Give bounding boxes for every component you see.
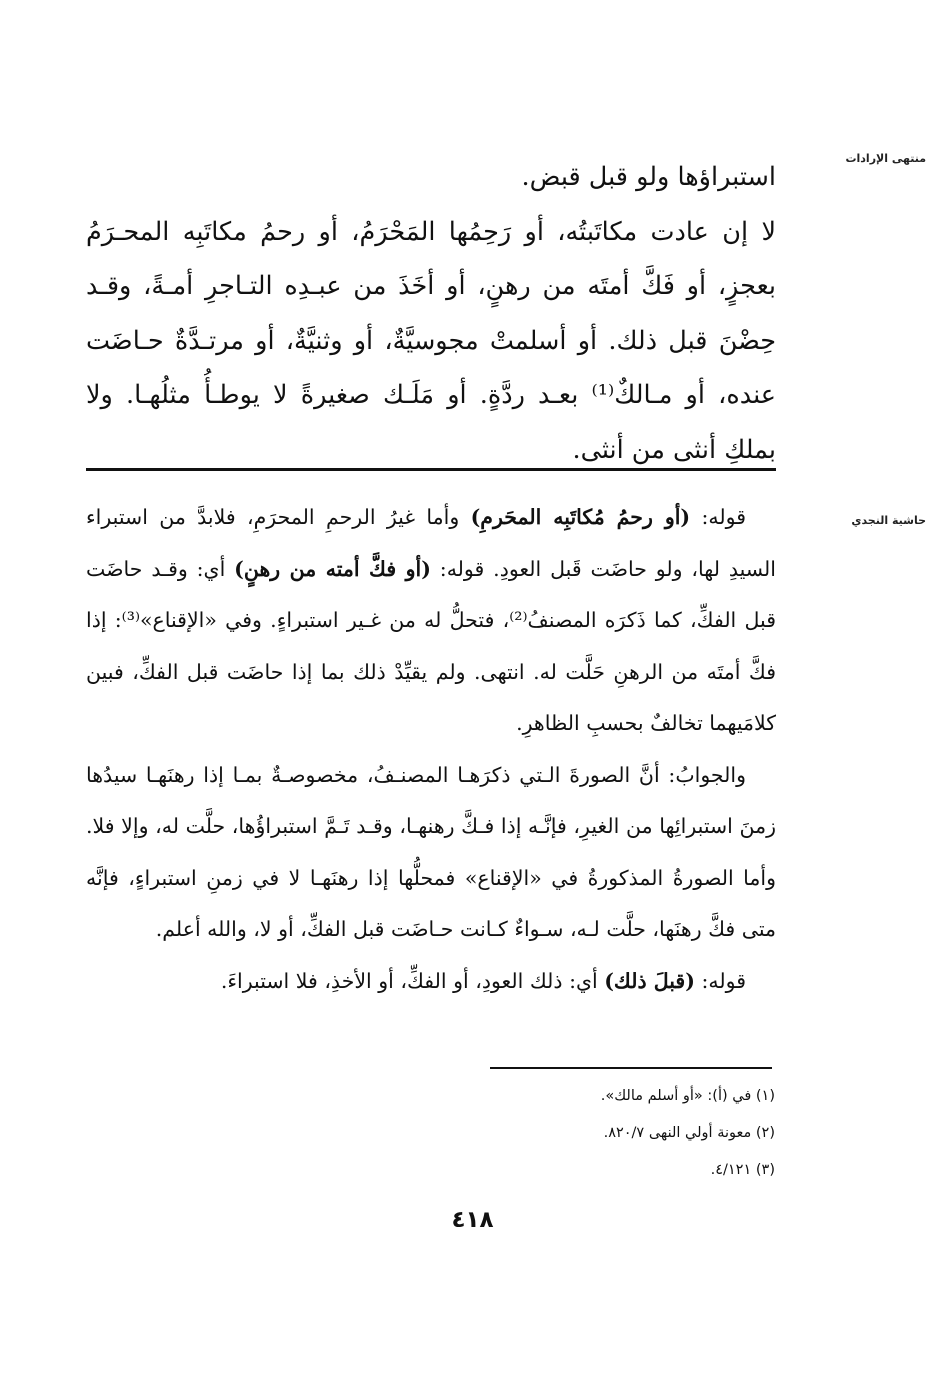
page-number: ٤١٨ xyxy=(451,1207,494,1233)
main-text-line: بملكِ أنثى من أنثى. xyxy=(572,434,776,465)
main-text-line: عنده، أو مـالكٌ⁽¹⁾ بعـد ردَّةٍ. أو مَلَـك صغيرةً لا يوطـأُ مثلُهـا. ولا xyxy=(86,380,776,410)
section-divider xyxy=(86,468,776,471)
commentary-text-span: وأما غيرُ الرحمِ المحرَمِ، فلابدَّ من استبراء السيدِ لها، ولو حاضَت قَبل العودِ. قوله: xyxy=(86,505,776,581)
main-text-line: استبراؤها ولو قبل قبض. xyxy=(521,162,776,192)
commentary-paragraph xyxy=(86,956,776,1008)
footnote: (٣) ٤/١٢١. xyxy=(710,1162,775,1178)
footnote: (١) في (أ): «أو أسلم مالك». xyxy=(600,1088,775,1104)
quoted-phrase: (أو رحمُ مُكاتَبِه المحَرمِ) xyxy=(470,505,691,529)
commentary-text-span: أي: ذلك العودِ، أو الفكِّ، أو الأخذِ، فلا استبراءَ. xyxy=(220,968,605,993)
commentary-text-span: قوله: xyxy=(690,505,746,529)
commentary-paragraph xyxy=(86,492,776,750)
commentary-paragraph: والجوابُ: أنَّ الصورةَ الـتي ذكرَهـا المصنـفُ، مخصوصـةٌ بمـا إذا رهنَهـا سيدُها زمنَ استبرائِها من الغيرِ، فإنَّـه إذا فـكَّ رهنهـا، وقـد تَـمَّ استبراؤُها، حلَّت له، وإلا فلا. وأما الصورةُ المذكورةُ في «الإقناع» فمحلُّها إذا رهنَهـا لا في زمنِ استبراءٍ، فإنَّه متى فكَّ رهنَها، حلَّت لـه، سـواءٌ كـانت حـاضَت قبل الفكِّ، أو لا، والله أعلم. xyxy=(86,762,776,941)
header-main-text-label: منتهى الإرادات xyxy=(845,152,926,165)
commentary-text xyxy=(86,492,776,1007)
main-text xyxy=(86,150,776,477)
main-text-line: بعجزٍ، أو فَكَّ أمتَه من رهنٍ، أو أخَذَ من عبـدِه التـاجرِ أمـةً، وقـد xyxy=(86,271,776,301)
main-text-line: حِضْنَ قبل ذلك. أو أسلمتْ مجوسيَّةٌ، أو وثنيَّةٌ، أو مرتـدَّةٌ حـاضَت xyxy=(86,325,776,356)
commentary-text-span: قوله: xyxy=(694,968,746,993)
footnote: (٢) معونة أولي النهى ٨٢٠/٧. xyxy=(603,1125,775,1141)
commentary-text-span: أي: وقـد حاضَت قبل الفكِّ، كما ذَكرَه المصنفُ⁽²⁾، فتحلُّ له من غـير استبراءٍ. وفي «الإقناع»⁽³⁾: إذا فكَّ أمتَه من الرهنِ حَلَّت له. انتهى. ولم يقيِّدْ ذلك بما إذا حاضَت قبل الفكِّ، فبين كلامَيهما تخالفٌ بحسبِ الظاهرِ. xyxy=(86,556,777,735)
footnote-rule xyxy=(490,1067,772,1069)
header-commentary-label: حاشية النجدي xyxy=(851,514,926,527)
main-text-line: لا إن عادت مكاتَبتُه، أو رَحِمُها المَحْرَمُ، أو رحمُ مكاتَبِه المحـرَمُ xyxy=(86,216,776,247)
quoted-phrase: (قبلَ ذلك) xyxy=(604,968,695,993)
footnotes xyxy=(420,1078,775,1189)
quoted-phrase: (أو فكَّ أمته من رهنٍ) xyxy=(234,556,431,581)
